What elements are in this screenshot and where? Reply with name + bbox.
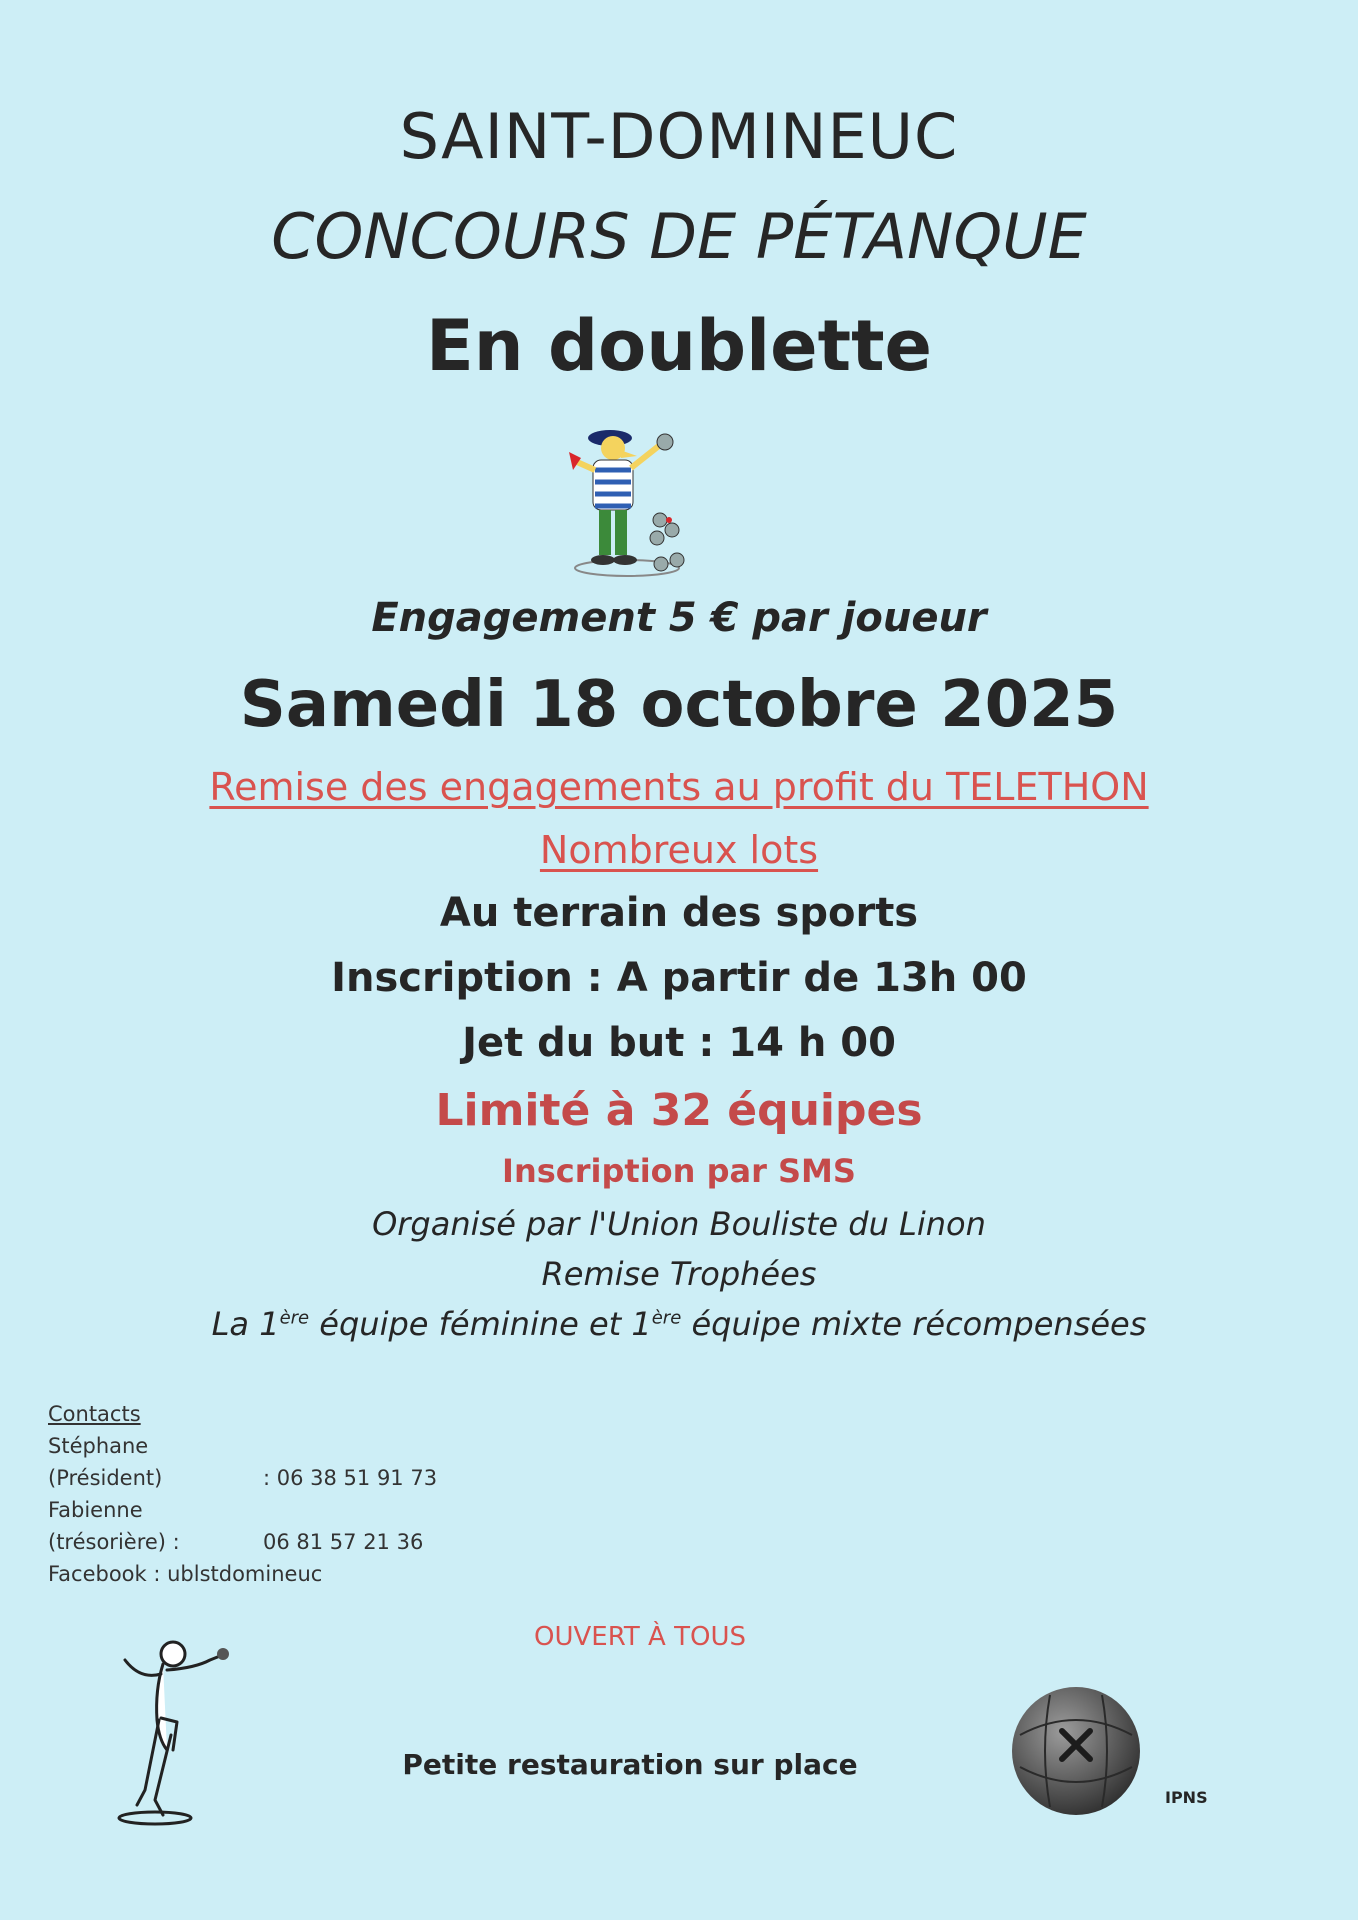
telethon-notice: Remise des engagements au profit du TELETHON [209,765,1149,809]
food-notice: Petite restauration sur place [402,1748,858,1781]
open-to-all: OUVERT À TOUS [534,1622,746,1652]
contact-row [48,1494,437,1558]
start-time: Jet du but : 14 h 00 [462,1020,896,1066]
organizer: Organisé par l'Union Bouliste du Linon [372,1205,986,1243]
contact-row [48,1430,437,1494]
contact-phone: : 06 38 51 91 73 [263,1466,438,1490]
registration-time: Inscription : A partir de 13h 00 [331,955,1027,1001]
facebook-contact: Facebook : ublstdomineuc [48,1562,323,1586]
contact-name: Stéphane (Président) [48,1434,163,1490]
town-title: SAINT-DOMINEUC [399,100,959,173]
contact-phone: 06 81 57 21 36 [263,1530,424,1554]
event-format: En doublette [425,305,933,387]
sms-registration: Inscription par SMS [502,1152,856,1190]
prizes-notice: Nombreux lots [539,828,819,872]
rewarded-teams-part: équipe féminine et 1 [309,1305,652,1343]
ordinal-suffix: ère [279,1307,310,1329]
petanque-thrower-silhouette-icon [115,1630,245,1830]
rewarded-teams [0,1305,1358,1343]
rewarded-teams-part: équipe mixte récompensées [681,1305,1147,1343]
ordinal-suffix: ère [651,1307,682,1329]
petanque-ball-icon [1010,1685,1142,1817]
contacts-block [48,1398,437,1590]
entry-fee: Engagement 5 € par joueur [371,595,987,641]
contacts-heading: Contacts [48,1402,141,1426]
trophies: Remise Trophées [541,1255,817,1293]
event-date: Samedi 18 octobre 2025 [239,668,1119,742]
contact-name: Fabienne (trésorière) : [48,1498,180,1554]
event-title: CONCOURS DE PÉTANQUE [271,200,1087,273]
rewarded-teams-part: La 1 [211,1305,280,1343]
team-limit: Limité à 32 équipes [435,1085,923,1136]
cartoon-petanque-player-icon [565,420,695,580]
location: Au terrain des sports [439,890,919,936]
ipns-label: IPNS [1165,1788,1208,1807]
